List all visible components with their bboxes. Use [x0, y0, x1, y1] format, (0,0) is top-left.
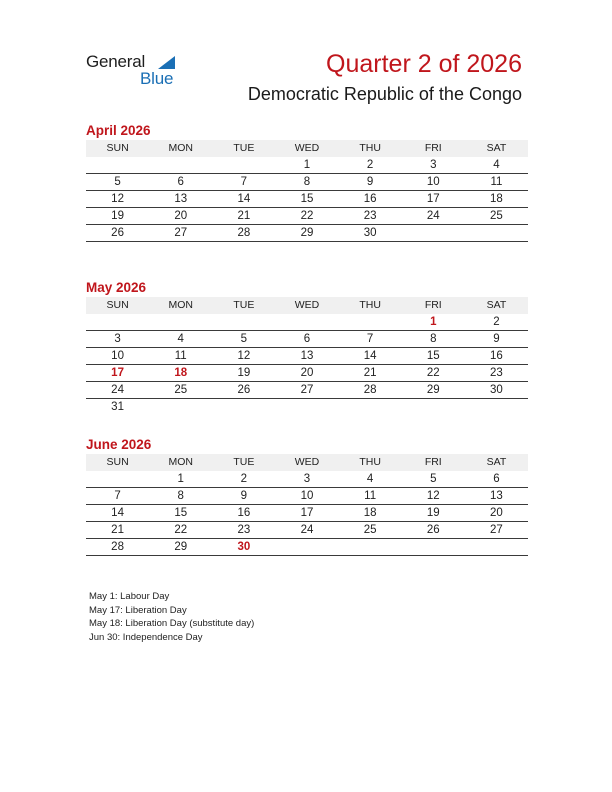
day-cell: 3 [275, 471, 338, 488]
weekday-header: THU [339, 297, 402, 314]
day-cell: 6 [275, 331, 338, 348]
day-cell: 28 [86, 539, 149, 556]
day-cell [465, 399, 528, 416]
day-cell: 20 [149, 208, 212, 225]
day-cell: 7 [339, 331, 402, 348]
day-cell [275, 399, 338, 416]
day-cell: 22 [402, 365, 465, 382]
weekday-header: TUE [212, 297, 275, 314]
week-row [86, 399, 528, 416]
day-cell: 23 [465, 365, 528, 382]
day-cell: 22 [149, 522, 212, 539]
day-cell: 7 [212, 174, 275, 191]
weekday-header: THU [339, 140, 402, 157]
day-cell: 2 [339, 157, 402, 174]
day-cell: 30 [339, 225, 402, 242]
day-cell: 20 [465, 505, 528, 522]
day-cell [402, 539, 465, 556]
month-name: April 2026 [86, 123, 151, 138]
day-cell [149, 314, 212, 331]
day-cell: 27 [149, 225, 212, 242]
day-cell [339, 314, 402, 331]
holiday-note: Jun 30: Independence Day [89, 631, 203, 643]
day-cell [339, 399, 402, 416]
weekday-header: FRI [402, 140, 465, 157]
day-cell: 17 [275, 505, 338, 522]
day-cell: 20 [275, 365, 338, 382]
day-cell: 10 [402, 174, 465, 191]
day-cell: 13 [149, 191, 212, 208]
day-cell: 6 [149, 174, 212, 191]
day-cell: 2 [212, 471, 275, 488]
holiday-note: May 1: Labour Day [89, 591, 170, 602]
day-cell [86, 471, 149, 488]
day-cell: 30 [465, 382, 528, 399]
day-cell [212, 314, 275, 331]
weekday-header: MON [149, 140, 212, 157]
day-cell: 14 [86, 505, 149, 522]
week-row [86, 522, 528, 539]
day-cell [86, 314, 149, 331]
month-name: June 2026 [86, 437, 152, 452]
day-cell: 1 [402, 314, 465, 331]
page-title: Quarter 2 of 2026 [326, 50, 522, 78]
day-cell: 14 [212, 191, 275, 208]
week-row [86, 539, 528, 556]
weekday-header-row [86, 140, 528, 157]
country-name: Democratic Republic of the Congo [247, 84, 522, 104]
holiday-note: May 18: Liberation Day (substitute day) [89, 618, 255, 629]
day-cell: 5 [212, 331, 275, 348]
week-row [86, 471, 528, 488]
day-cell: 26 [212, 382, 275, 399]
day-cell: 12 [402, 488, 465, 505]
day-cell: 8 [149, 488, 212, 505]
day-cell: 11 [339, 488, 402, 505]
day-cell: 27 [465, 522, 528, 539]
calendar-grid [86, 454, 528, 556]
calendar-grid [86, 140, 528, 242]
day-cell: 10 [275, 488, 338, 505]
day-cell: 1 [149, 471, 212, 488]
day-cell: 9 [465, 331, 528, 348]
week-row [86, 314, 528, 331]
logo-blue-text: Blue [140, 69, 174, 88]
weekday-header: WED [275, 297, 338, 314]
weekday-header: TUE [212, 140, 275, 157]
day-cell: 23 [339, 208, 402, 225]
day-cell: 9 [212, 488, 275, 505]
day-cell: 22 [275, 208, 338, 225]
day-cell: 8 [275, 174, 338, 191]
day-cell: 26 [86, 225, 149, 242]
week-row [86, 331, 528, 348]
day-cell: 6 [465, 471, 528, 488]
day-cell [465, 539, 528, 556]
day-cell: 19 [86, 208, 149, 225]
day-cell: 24 [86, 382, 149, 399]
day-cell: 13 [275, 348, 338, 365]
day-cell [465, 225, 528, 242]
weekday-header-row [86, 297, 528, 314]
week-row [86, 382, 528, 399]
day-cell: 11 [465, 174, 528, 191]
week-row [86, 505, 528, 522]
day-cell: 18 [465, 191, 528, 208]
day-cell: 5 [402, 471, 465, 488]
day-cell: 16 [339, 191, 402, 208]
day-cell: 28 [339, 382, 402, 399]
day-cell: 3 [86, 331, 149, 348]
day-cell: 17 [86, 365, 149, 382]
day-cell: 29 [275, 225, 338, 242]
weekday-header: SUN [86, 297, 149, 314]
day-cell: 24 [275, 522, 338, 539]
week-row [86, 208, 528, 225]
generalblue-logo [86, 52, 196, 92]
day-cell [149, 399, 212, 416]
day-cell: 28 [212, 225, 275, 242]
weekday-header: SUN [86, 454, 149, 471]
month-april [86, 122, 528, 242]
day-cell: 25 [465, 208, 528, 225]
weekday-header: FRI [402, 297, 465, 314]
week-row [86, 365, 528, 382]
day-cell: 26 [402, 522, 465, 539]
weekday-header: SAT [465, 297, 528, 314]
day-cell: 11 [149, 348, 212, 365]
day-cell: 24 [402, 208, 465, 225]
day-cell: 29 [402, 382, 465, 399]
day-cell: 21 [212, 208, 275, 225]
holiday-note: May 17: Liberation Day [89, 604, 187, 616]
week-row [86, 488, 528, 505]
day-cell: 18 [339, 505, 402, 522]
day-cell [86, 157, 149, 174]
week-row [86, 157, 528, 174]
day-cell: 15 [149, 505, 212, 522]
week-row [86, 174, 528, 191]
week-row [86, 348, 528, 365]
day-cell: 10 [86, 348, 149, 365]
day-cell: 19 [212, 365, 275, 382]
logo-general-text: General [86, 52, 146, 71]
day-cell [339, 539, 402, 556]
day-cell: 25 [339, 522, 402, 539]
weekday-header: MON [149, 454, 212, 471]
day-cell: 27 [275, 382, 338, 399]
day-cell [402, 399, 465, 416]
calendar-grid [86, 297, 528, 415]
day-cell: 2 [465, 314, 528, 331]
day-cell: 31 [111, 401, 124, 413]
week-row [86, 225, 528, 242]
month-name: May 2026 [86, 280, 147, 295]
day-cell: 29 [149, 539, 212, 556]
day-cell: 8 [402, 331, 465, 348]
day-cell: 21 [339, 365, 402, 382]
weekday-header: SAT [465, 140, 528, 157]
day-cell: 5 [86, 174, 149, 191]
weekday-header: THU [339, 454, 402, 471]
day-cell [275, 314, 338, 331]
day-cell: 18 [149, 365, 212, 382]
weekday-header: FRI [402, 454, 465, 471]
weekday-header-row [86, 454, 528, 471]
day-cell [402, 225, 465, 242]
day-cell: 16 [465, 348, 528, 365]
weekday-header: SUN [86, 140, 149, 157]
day-cell: 13 [465, 488, 528, 505]
month-june [86, 436, 528, 556]
day-cell [149, 157, 212, 174]
day-cell: 25 [149, 382, 212, 399]
day-cell: 3 [402, 157, 465, 174]
weekday-header: WED [275, 454, 338, 471]
day-cell: 12 [212, 348, 275, 365]
weekday-header: MON [149, 297, 212, 314]
day-cell [212, 399, 275, 416]
day-cell: 14 [339, 348, 402, 365]
day-cell: 12 [86, 191, 149, 208]
day-cell: 15 [275, 191, 338, 208]
day-cell: 1 [275, 157, 338, 174]
weekday-header: TUE [212, 454, 275, 471]
day-cell: 19 [402, 505, 465, 522]
day-cell [212, 157, 275, 174]
day-cell: 9 [339, 174, 402, 191]
day-cell: 21 [86, 522, 149, 539]
day-cell: 30 [212, 539, 275, 556]
day-cell: 4 [465, 157, 528, 174]
day-cell: 7 [86, 488, 149, 505]
logo-triangle-icon [158, 56, 175, 69]
week-row [86, 191, 528, 208]
day-cell: 16 [212, 505, 275, 522]
weekday-header: WED [275, 140, 338, 157]
month-may [86, 279, 528, 415]
day-cell: 23 [212, 522, 275, 539]
holiday-notes [89, 590, 254, 644]
weekday-header: SAT [465, 454, 528, 471]
day-cell: 15 [402, 348, 465, 365]
day-cell: 17 [402, 191, 465, 208]
day-cell: 4 [149, 331, 212, 348]
day-cell [275, 539, 338, 556]
day-cell: 4 [339, 471, 402, 488]
